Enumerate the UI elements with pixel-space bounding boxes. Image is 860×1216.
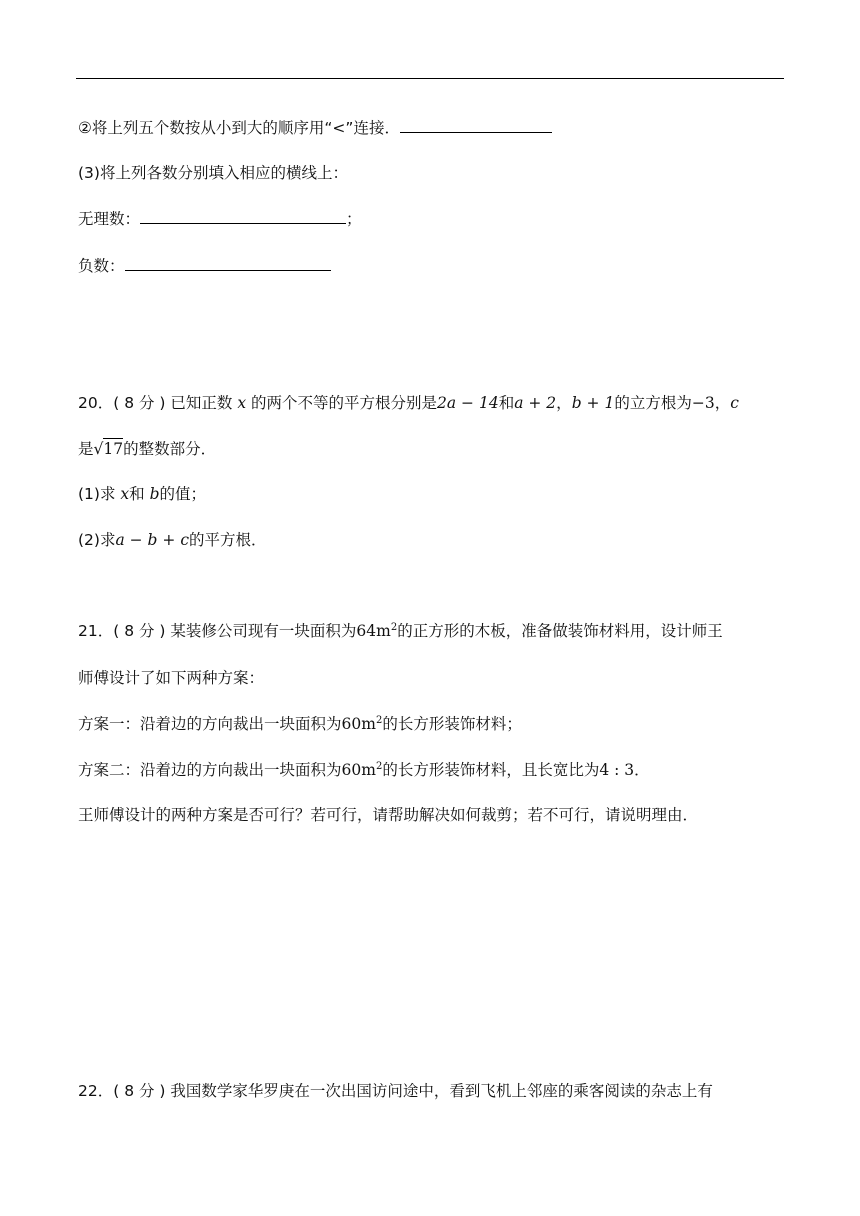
- q20-p1-pre: (1)求: [78, 485, 116, 503]
- neg-three: −3: [691, 394, 715, 412]
- radicand: 17: [103, 440, 124, 458]
- q20-comma: ，: [556, 394, 572, 412]
- header-rule: [76, 78, 784, 79]
- q21-option1: [78, 714, 522, 734]
- q20-text: 的两个不等的平方根分别是: [251, 394, 438, 412]
- negative-line: [78, 256, 331, 276]
- answer-blank-order[interactable]: [400, 118, 552, 133]
- q20-p2-pre: (2)求: [78, 531, 116, 549]
- q20-p1-and: 和: [129, 485, 145, 503]
- q20-p1-post: 的值；: [159, 485, 207, 503]
- q22-line1: [78, 1081, 713, 1101]
- irrational-line: [78, 209, 362, 229]
- q20-part1: [78, 484, 206, 504]
- q20-text2: 的立方根为: [614, 394, 692, 412]
- q20-and: 和: [498, 394, 515, 412]
- q21-line1: [78, 621, 723, 641]
- area-60: 60m: [341, 761, 376, 779]
- semicolon: ；: [346, 210, 362, 228]
- q21-o2-pre: 方案二：沿着边的方向裁出一块面积为: [78, 761, 342, 779]
- q20-l2-post: 的整数部分．: [123, 440, 217, 458]
- ratio-4-3: 4 : 3: [599, 761, 635, 779]
- q20-part2: [78, 530, 267, 550]
- irrational-label: 无理数：: [78, 210, 141, 228]
- answer-blank-irrational[interactable]: [140, 209, 346, 224]
- var-x: x: [120, 485, 130, 503]
- q20-p2-post: 的平方根．: [189, 531, 267, 549]
- q21-o2-post: 的长方形装饰材料，且长宽比为: [382, 761, 600, 779]
- q21-o1-post: 的长方形装饰材料；: [382, 715, 522, 733]
- expr-2a-14: 2a − 14: [437, 394, 499, 412]
- q20-head: 20．( 8 分 ) 已知正数: [78, 394, 233, 412]
- area-60: 60m: [341, 715, 376, 733]
- var-b: b: [149, 485, 160, 503]
- q21-period: ．: [634, 761, 650, 779]
- expr-a-b-c: a − b + c: [115, 531, 189, 549]
- part2-line: [78, 118, 552, 138]
- q20-l2-pre: 是: [78, 440, 94, 458]
- q20-line1: [78, 393, 739, 413]
- var-x: x: [237, 394, 247, 412]
- expr-a-plus-2: a + 2: [514, 394, 557, 412]
- expr-b-plus-1: b + 1: [571, 394, 615, 412]
- answer-blank-negative[interactable]: [125, 256, 331, 271]
- q21-l1-pre: 21．( 8 分 ) 某装修公司现有一块面积为: [78, 622, 357, 640]
- part3-text: (3)将上列各数分别填入相应的横线上：: [78, 164, 348, 182]
- q21-line2: [78, 668, 264, 688]
- q20-line2: [78, 439, 216, 459]
- q21-option2: [78, 760, 650, 780]
- superscript-2: 2: [375, 715, 383, 726]
- area-64: 64m: [356, 622, 391, 640]
- negative-label: 负数：: [78, 257, 125, 275]
- q21-l1-post: 的正方形的木板，准备做装饰材料用，设计师王: [397, 622, 723, 640]
- q21-o1-pre: 方案一：沿着边的方向裁出一块面积为: [78, 715, 342, 733]
- part2-text: ②将上列五个数按从小到大的顺序用“<”连接．: [78, 119, 400, 137]
- sqrt-17: √17: [93, 440, 124, 458]
- superscript-2: 2: [390, 622, 398, 633]
- q21-question: [78, 805, 698, 825]
- superscript-2: 2: [375, 761, 383, 772]
- q21-l2: 师傅设计了如下两种方案：: [78, 669, 265, 687]
- q21-question-text: 王师傅设计的两种方案是否可行？若可行，请帮助解决如何裁剪；若不可行，请说明理由．: [78, 806, 699, 824]
- part3-line: [78, 163, 348, 183]
- q22-text: 22．( 8 分 ) 我国数学家华罗庚在一次出国访问途中，看到飞机上邻座的乘客阅读的杂志上有: [78, 1082, 713, 1100]
- var-c: c: [730, 394, 739, 412]
- q20-comma2: ，: [714, 394, 731, 412]
